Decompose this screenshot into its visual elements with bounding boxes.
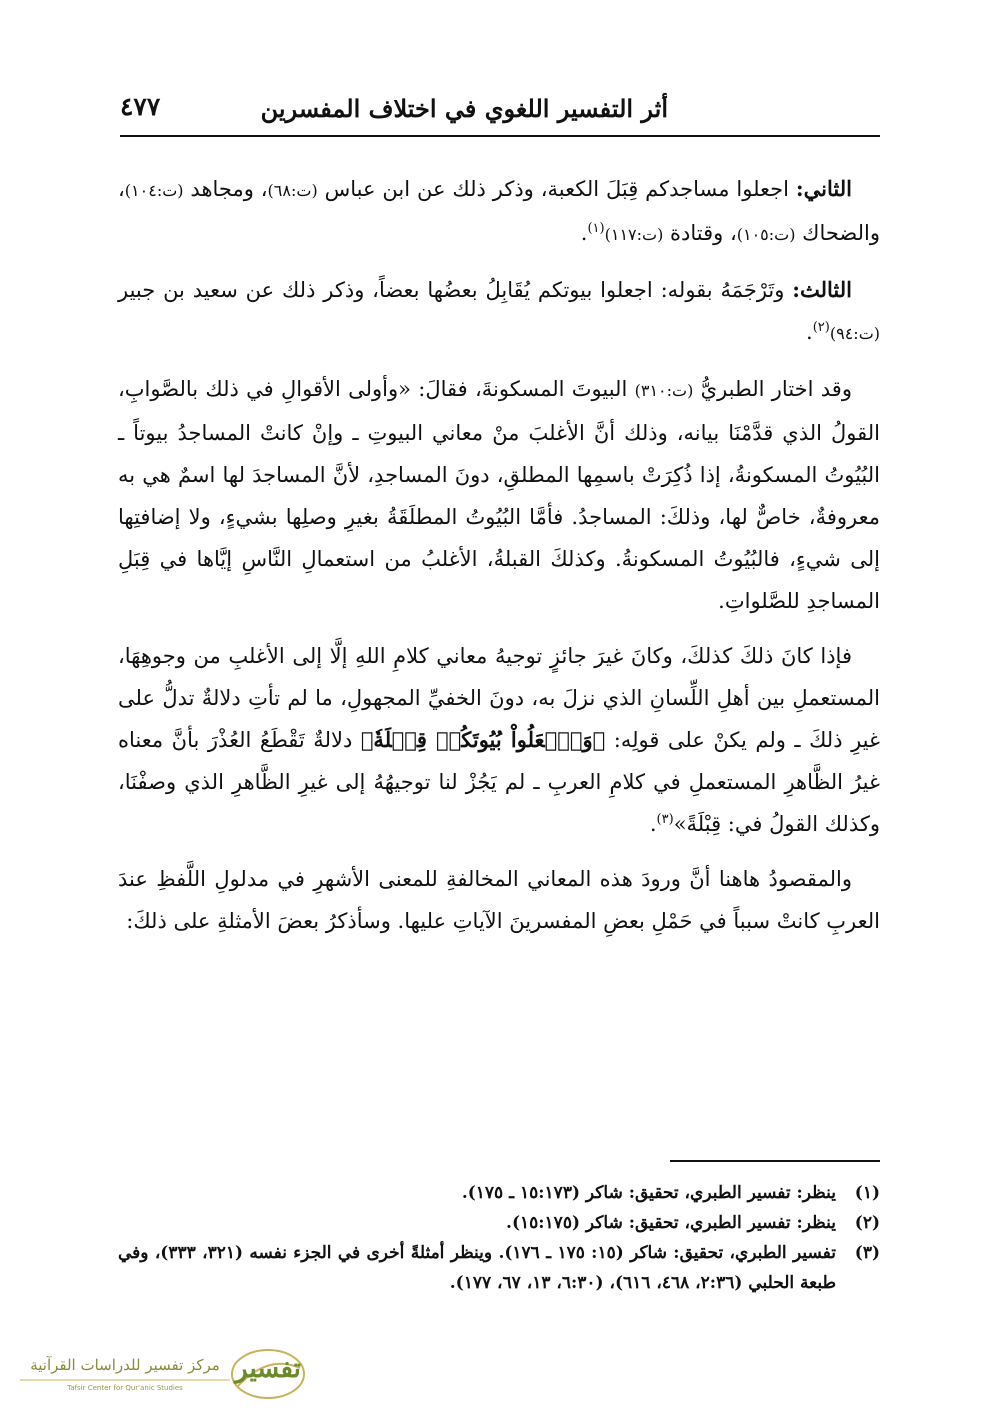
death-date-ref: (ت:١٠٤): [124, 181, 184, 200]
text-span: .: [806, 320, 813, 344]
text-span: .: [649, 812, 657, 836]
main-text: [118, 168, 880, 955]
footnote-text: تفسير الطبري، تحقيق: شاكر (١٥: ١٧٥ ـ ١٧٦). وينظر أمثلةً أخرى في الجزء نفسه (٣٢١، ٣٣٣)، وفي طبعة الحلبي (٢:٣٦، ٤٦٨، ٦١٦)، (٦:٣٠، ١٣، ٦٧، ١٧٧).: [118, 1243, 836, 1293]
footnote-3: [118, 1238, 880, 1298]
paragraph-lead: الثاني:: [795, 176, 852, 201]
text-span: اجعلوا مساجدكم قِبَلَ الكعبة، وذكر ذلك عن ابن عباس: [317, 177, 796, 201]
footnote-text: ينظر: تفسير الطبري، تحقيق: شاكر (١٥:١٧٣ ـ ١٧٥).: [461, 1183, 836, 1203]
paragraph-third-opinion: [118, 269, 880, 355]
tafsir-center-logo: [10, 1346, 310, 1406]
footnote-number: (٣): [854, 1243, 880, 1263]
text-span: ، وقتادة: [663, 221, 737, 245]
death-date-ref: (ت:١١٧): [604, 225, 664, 244]
header-divider: [120, 135, 880, 137]
footnote-marker[interactable]: (٢): [812, 320, 830, 335]
text-span: ، والضحاك: [118, 177, 880, 245]
logo-english-name: Tafsir Center for Qur'anic Studies: [67, 1384, 183, 1392]
footnote-number: (١): [854, 1183, 880, 1203]
footnote-1: [118, 1178, 880, 1208]
paragraph-tabari-reasoning: [118, 635, 880, 845]
logo-arabic-name: مركز تفسير للدراسات القرآنية: [30, 1356, 220, 1374]
text-span: البيوتَ المسكونةَ، فقالَ: «وأولى الأقوالِ في ذلك بالصَّوابِ، القولُ الذي قدَّمْنَا بيانه، وذلك أنَّ الأغلبَ منْ معاني البيوتِ ـ وإنْ كانتْ المساجدُ بيوتاً ـ البُيُوتُ المسكونةُ، إذا ذُكِرَتْ باسمِها المطلقِ، دونَ المساجدِ، لأنَّ المساجدَ لها اسمٌ هي به معروفةٌ، خاصٌّ لها، وذلكَ: المساجدُ. فأمَّا البُيُوتُ المطلَقَةُ بغيرِ وصلِها بشيءٍ، ولا إضافتِها إلى شيءٍ، فالبُيُوتُ المسكونةُ. وكذلكَ القبلةُ، الأغلبُ من استعمالِ النَّاسِ إيَّاها في قِبَلِ المساجدِ للصَّلواتِ.: [118, 377, 880, 613]
running-header: [120, 88, 878, 132]
death-date-ref: (ت:٦٨): [267, 181, 318, 200]
text-span: وتَرْجَمَهُ بقوله: اجعلوا بيوتكم يُقَابِلُ بعضُها بعضاً، وذكر ذلك عن سعيد بن جبير: [118, 278, 793, 302]
paragraph-lead: الثالث:: [792, 277, 852, 302]
paragraph-tabari-choice: [118, 368, 880, 622]
footnote-text: ينظر: تفسير الطبري، تحقيق: شاكر (١٥:١٧٥).: [506, 1213, 836, 1233]
footnotes: [118, 1178, 880, 1298]
death-date-ref: (ت:٣١٠): [634, 381, 694, 400]
book-title: أثر التفسير اللغوي في اختلاف المفسرين: [260, 94, 668, 123]
death-date-ref: (ت:١٠٥): [736, 225, 796, 244]
text-span: وقد اختار الطبريُّ: [693, 377, 852, 401]
text-span: فإذا كانَ ذلكَ كذلكَ، وكانَ غيرَ جائزٍ توجيهُ معاني كلامِ اللهِ إلَّا إلى الأغلبِ من وجوهِهَا، المستعملِ بين أهلِ اللِّسانِ الذي نزلَ به، دونَ الخفيِّ المجهولِ، ما لم تأتِ دلالةٌ تدلُّ على غيرِ ذلكَ ـ ولم يكنْ على قولِه:: [118, 644, 880, 752]
text-span: .: [580, 221, 588, 245]
text-span: ، ومجاهد: [183, 177, 268, 201]
footnote-marker[interactable]: (١): [587, 221, 605, 236]
quran-verse: ﴿وَٱجۡعَلُواْ بُيُوتَكُمۡ قِبۡلَةٗ﴾: [360, 727, 606, 752]
page-number: ٤٧٧: [120, 92, 161, 121]
paragraph-second-opinion: [118, 168, 880, 256]
text-span: والمقصودُ هاهنا أنَّ ورودَ هذه المعاني المخالفةِ للمعنى الأشهرِ في مدلولِ اللَّفظِ عندَ العربِ كانتْ سبباً في حَمْلِ بعضِ المفسرينَ الآياتِ عليها. وسأذكرُ بعضَ الأمثلةِ على ذلكَ:: [118, 867, 880, 933]
logo-wordmark: تفسير: [235, 1354, 301, 1384]
footnote-marker[interactable]: (٣): [656, 812, 674, 827]
text-span: دلالةٌ تَقْطَعُ العُذْرَ بأنَّ معناه غيرُ الظَّاهرِ المستعملِ في كلامِ العربِ ـ لم يَجُزْ لنا توجيهُهُ إلى غيرِ الظَّاهرِ الذي وصفْنَا، وكذلك القولُ في: قِبْلَةً»: [118, 728, 880, 836]
footnote-divider: [670, 1160, 880, 1162]
paragraph-conclusion: [118, 858, 880, 942]
footnote-number: (٢): [854, 1213, 880, 1233]
death-date-ref: (ت:٩٤): [829, 324, 880, 343]
footnote-2: [118, 1208, 880, 1238]
